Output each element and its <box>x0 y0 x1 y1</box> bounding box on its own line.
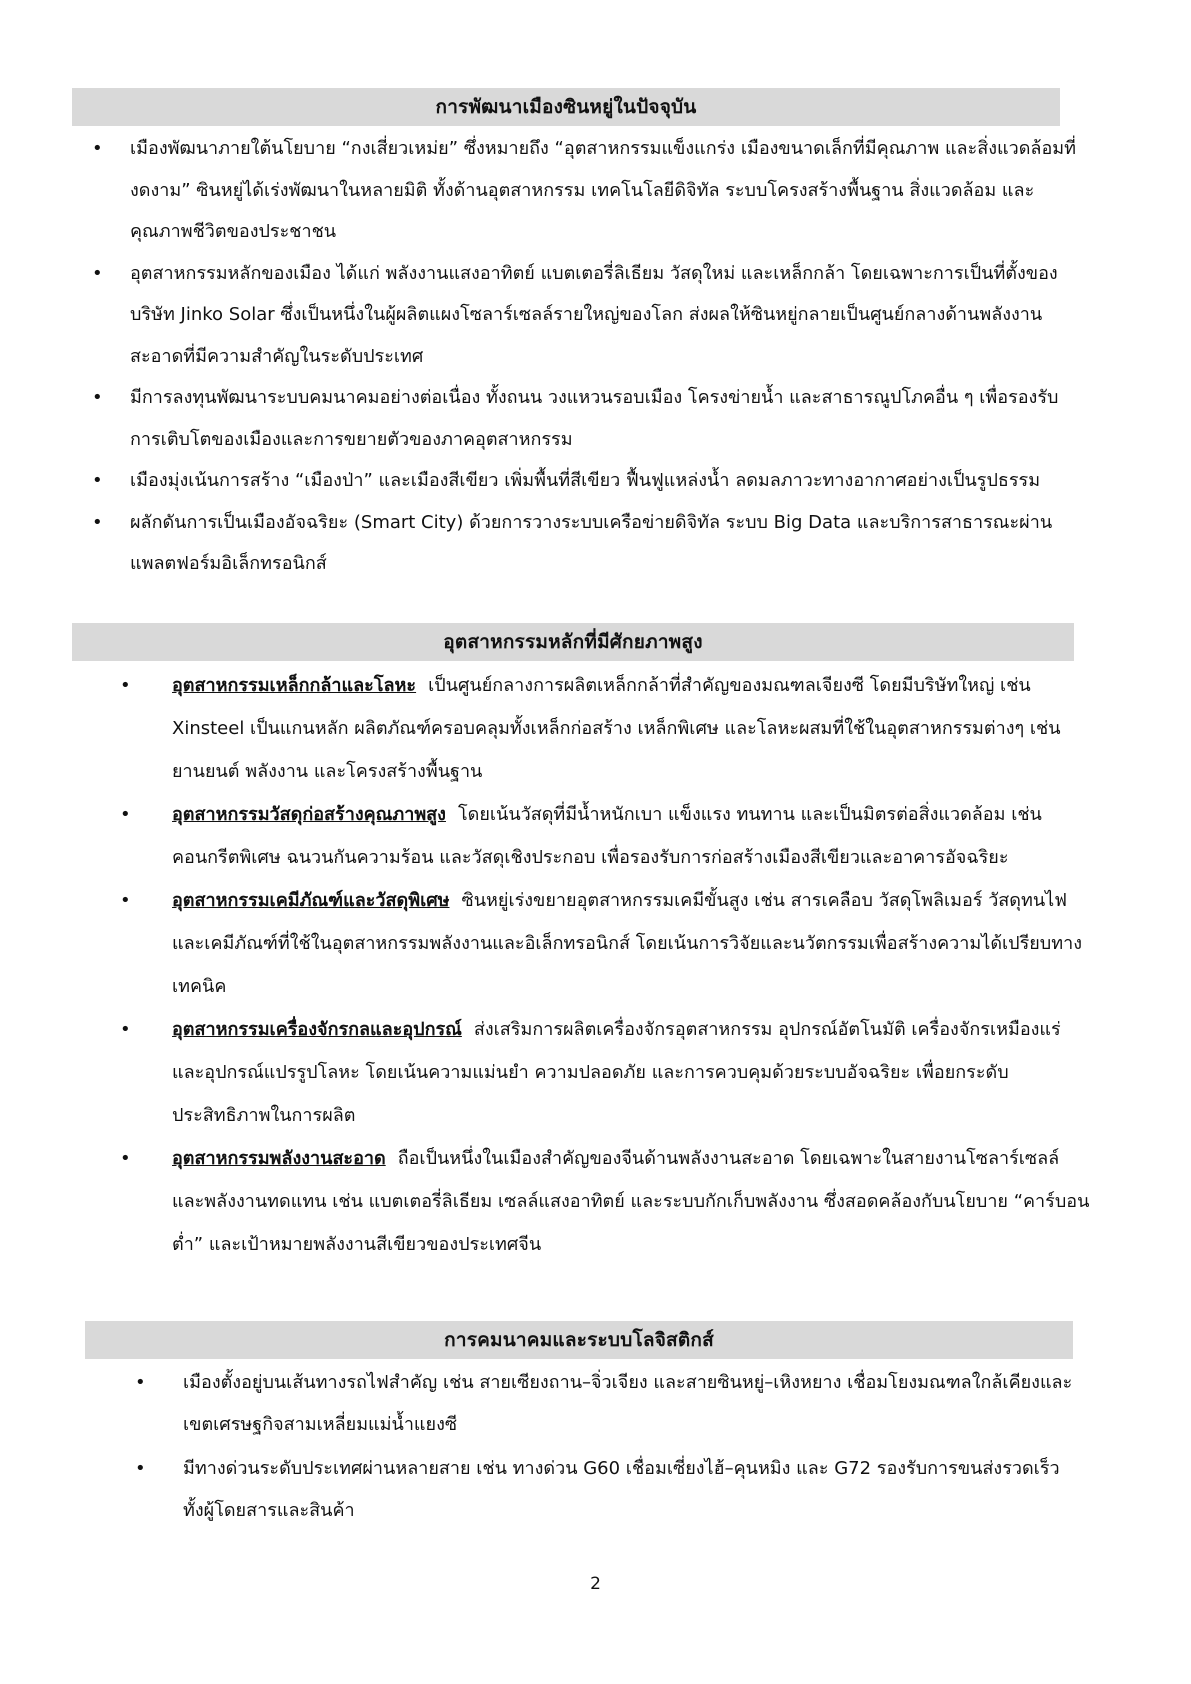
section-heading-transport-logistics <box>85 1321 1073 1359</box>
list-item <box>92 502 1082 585</box>
industry-title: อุตสาหกรรมเหล็กกล้าและโลหะ <box>172 675 417 696</box>
bullet-list-key-industries <box>120 664 1090 1266</box>
industry-item <box>120 1137 1090 1266</box>
section-heading-current-development <box>72 88 1060 126</box>
section-heading-text: อุตสาหกรรมหลักที่มีศักยภาพสูง <box>443 631 703 653</box>
industry-item <box>120 879 1090 1008</box>
page-number: 2 <box>590 1574 601 1594</box>
section-heading-text: การคมนาคมและระบบโลจิสติกส์ <box>444 1329 714 1351</box>
bullet-list-current-development <box>92 128 1082 585</box>
bullet-list-transport-logistics <box>135 1362 1080 1534</box>
industry-item <box>120 793 1090 879</box>
bullet-icon: • <box>92 387 103 408</box>
section-heading-text: การพัฒนาเมืองซินหยู่ในปัจจุบัน <box>435 96 697 118</box>
list-item <box>135 1362 1080 1446</box>
bullet-icon: • <box>120 1019 131 1040</box>
list-item <box>92 253 1082 378</box>
section-heading-key-industries <box>72 623 1074 661</box>
list-item <box>92 377 1082 460</box>
bullet-icon: • <box>120 1148 131 1169</box>
bullet-icon: • <box>92 470 103 491</box>
industry-item <box>120 1008 1090 1137</box>
industry-description: ซินหยู่เร่งขยายอุตสาหกรรมเคมีขั้นสูง เช่น สารเคลือบ วัสดุโพลิเมอร์ วัสดุทนไฟ และเคมีภัณฑ์ที่ใช้ในอุตสาหกรรมพลังงานและอิเล็กทรอนิกส์ โดยเน้นการวิจัยและนวัตกรรมเพื่อสร้างความได้เปรียบทางเทคนิค <box>172 890 1082 997</box>
list-item <box>135 1448 1080 1532</box>
bullet-icon: • <box>135 1372 146 1393</box>
list-item-text: อุตสาหกรรมหลักของเมือง ได้แก่ พลังงานแสงอาทิตย์ แบตเตอรี่ลิเธียม วัสดุใหม่ และเหล็กกล้า โดยเฉพาะการเป็นที่ตั้งของบริษัท Jinko Solar ซึ่งเป็นหนึ่งในผู้ผลิตแผงโซลาร์เซลล์รายใหญ่ของโลก ส่งผลให้ซินหยู่กลายเป็นศูนย์กลางด้านพลังงานสะอาดที่มีความสำคัญในระดับประเทศ <box>130 262 1058 367</box>
bullet-icon: • <box>92 511 103 533</box>
list-item <box>92 460 1082 502</box>
industry-description: โดยเน้นวัสดุที่มีน้ำหนักเบา แข็งแรง ทนทาน และเป็นมิตรต่อสิ่งแวดล้อม เช่น คอนกรีตพิเศษ ฉนวนกันความร้อน และวัสดุเชิงประกอบ เพื่อรองรับการก่อสร้างเมืองสีเขียวและอาคารอัจฉริยะ <box>172 804 1042 868</box>
bullet-icon: • <box>92 138 103 159</box>
list-item <box>92 128 1082 253</box>
industry-title: อุตสาหกรรมเคมีภัณฑ์และวัสดุพิเศษ <box>172 890 450 911</box>
list-item-text: ผลักดันการเป็นเมืองอัจฉริยะ (Smart City) ด้วยการวางระบบเครือข่ายดิจิทัล ระบบ Big Data และบริการสาธารณะผ่านแพลตฟอร์มอิเล็กทรอนิกส์ <box>130 511 1053 574</box>
industry-title: อุตสาหกรรมวัสดุก่อสร้างคุณภาพสูง <box>172 804 446 825</box>
list-item-text: มีทางด่วนระดับประเทศผ่านหลายสาย เช่น ทางด่วน G60 เชื่อมเซี่ยงไฮ้–คุนหมิง และ G72 รองรับการขนส่งรวดเร็วทั้งผู้โดยสารและสินค้า <box>183 1458 1060 1521</box>
industry-description: ถือเป็นหนึ่งในเมืองสำคัญของจีนด้านพลังงานสะอาด โดยเฉพาะในสายงานโซลาร์เซลล์ และพลังงานทดแทน เช่น แบตเตอรี่ลิเธียม เซลล์แสงอาทิตย์ และระบบกักเก็บพลังงาน ซึ่งสอดคล้องกับนโยบาย “คาร์บอนต่ำ” และเป้าหมายพลังงานสีเขียวของประเทศจีน <box>172 1148 1090 1255</box>
industry-item <box>120 664 1090 793</box>
industry-description: เป็นศูนย์กลางการผลิตเหล็กกล้าที่สำคัญของมณฑลเจียงซี โดยมีบริษัทใหญ่ เช่น Xinsteel เป็นแกนหลัก ผลิตภัณฑ์ครอบคลุมทั้งเหล็กก่อสร้าง เหล็กพิเศษ และโลหะผสมที่ใช้ในอุตสาหกรรมต่างๆ เช่น ยานยนต์ พลังงาน และโครงสร้างพื้นฐาน <box>172 675 1061 782</box>
industry-description: ส่งเสริมการผลิตเครื่องจักรอุตสาหกรรม อุปกรณ์อัตโนมัติ เครื่องจักรเหมืองแร่และอุปกรณ์แปรรูปโลหะ โดยเน้นความแม่นยำ ความปลอดภัย และการควบคุมด้วยระบบอัจฉริยะ เพื่อยกระดับประสิทธิภาพในการผลิต <box>172 1019 1061 1126</box>
bullet-icon: • <box>135 1458 146 1479</box>
list-item-text: เมืองพัฒนาภายใต้นโยบาย “กงเสี่ยวเหม่ย” ซึ่งหมายถึง “อุตสาหกรรมแข็งแกร่ง เมืองขนาดเล็กที่มีคุณภาพ และสิ่งแวดล้อมที่งดงาม” ซินหยู่ได้เร่งพัฒนาในหลายมิติ ทั้งด้านอุตสาหกรรม เทคโนโลยีดิจิทัล ระบบโครงสร้างพื้นฐาน สิ่งแวดล้อม และคุณภาพชีวิตของประชาชน <box>130 138 1076 242</box>
bullet-icon: • <box>120 675 131 696</box>
industry-title: อุตสาหกรรมเครื่องจักรกลและอุปกรณ์ <box>172 1019 462 1040</box>
bullet-icon: • <box>92 262 103 284</box>
bullet-icon: • <box>120 804 131 825</box>
list-item-text: เมืองมุ่งเน้นการสร้าง “เมืองป่า” และเมืองสีเขียว เพิ่มพื้นที่สีเขียว ฟื้นฟูแหล่งน้ำ ลดมลภาวะทางอากาศอย่างเป็นรูปธรรม <box>130 470 1041 491</box>
list-item-text: มีการลงทุนพัฒนาระบบคมนาคมอย่างต่อเนื่อง ทั้งถนน วงแหวนรอบเมือง โครงข่ายน้ำ และสาธารณูปโภคอื่น ๆ เพื่อรองรับการเติบโตของเมืองและการขยายตัวของภาคอุตสาหกรรม <box>130 387 1059 450</box>
industry-title: อุตสาหกรรมพลังงานสะอาด <box>172 1148 386 1169</box>
bullet-icon: • <box>120 890 131 911</box>
list-item-text: เมืองตั้งอยู่บนเส้นทางรถไฟสำคัญ เช่น สายเซียงถาน–จิ่วเจียง และสายซินหยู่–เหิงหยาง เชื่อมโยงมณฑลใกล้เคียงและเขตเศรษฐกิจสามเหลี่ยมแม่น้ำแยงซี <box>183 1372 1073 1435</box>
